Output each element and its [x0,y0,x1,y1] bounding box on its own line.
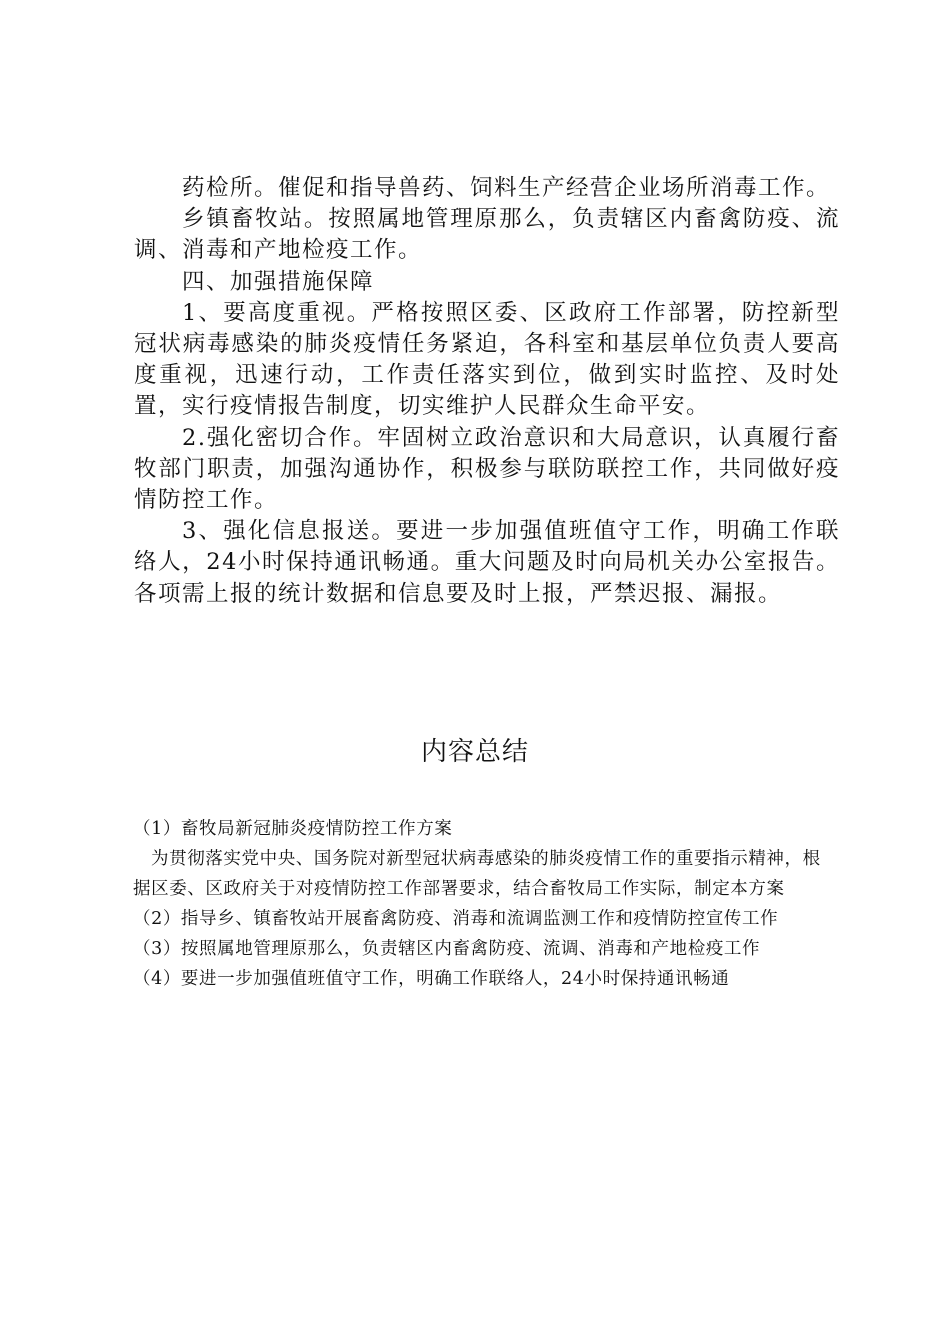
summary-item-2: （2）指导乡、镇畜牧站开展畜禽防疫、消毒和流调监测工作和疫情防控宣传工作 [133,909,779,929]
summary-item-1: （1）畜牧局新冠肺炎疫情防控工作方案 [133,819,453,839]
body-paragraph-measure-2: 2.强化密切合作。牢固树立政治意识和大局意识，认真履行畜牧部门职责，加强沟通协作，积极参与联防联控工作，共同做好疫情防控工作。 [134,424,840,514]
body-paragraph-vet-drug-office: 药检所。催促和指导兽药、饲料生产经营企业场所消毒工作。 [182,175,831,201]
document-body [134,173,840,610]
section-heading-measures: 四、加强措施保障 [182,268,375,295]
summary-item-1-detail: 为贯彻落实党中央、国务院对新型冠状病毒感染的肺炎疫情工作的重要指示精神，根据区委、区政府关于对疫情防控工作部署要求，结合畜牧局工作实际，制定本方案 [133,849,821,899]
summary-item-3: （3）按照属地管理原那么，负责辖区内畜禽防疫、流调、消毒和产地检疫工作 [133,939,761,959]
body-paragraph-measure-1: 1、要高度重视。严格按照区委、区政府工作部署，防控新型冠状病毒感染的肺炎疫情任务紧迫，各科室和基层单位负责人要高度重视，迅速行动，工作责任落实到位，做到实时监控、及时处置，实行疫情报告制度，切实维护人民群众生命平安。 [134,299,840,420]
summary-item-4: （4）要进一步加强值班值守工作，明确工作联络人，24小时保持通讯畅通 [133,969,730,989]
summary-title: 内容总结 [420,737,529,767]
body-paragraph-township-station: 乡镇畜牧站。按照属地管理原那么，负责辖区内畜禽防疫、流调、消毒和产地检疫工作。 [134,206,840,264]
summary-list [133,814,833,994]
body-paragraph-measure-3: 3、强化信息报送。要进一步加强值班值守工作，明确工作联络人，24小时保持通讯畅通。重大问题及时向局机关办公室报告。各项需上报的统计数据和信息要及时上报，严禁迟报、漏报。 [134,518,840,607]
